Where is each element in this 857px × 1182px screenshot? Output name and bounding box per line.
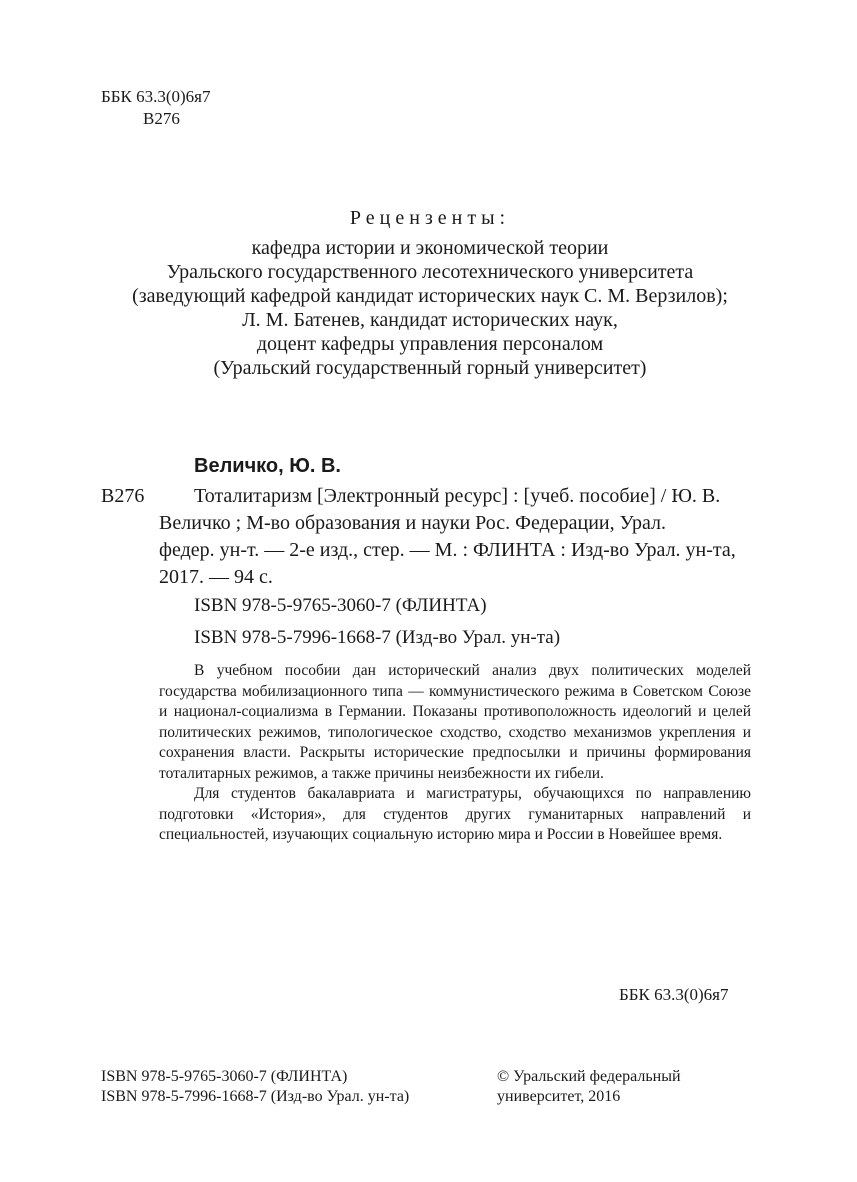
reviewers-heading: Рецензенты:	[349, 207, 511, 229]
footer-isbn-flinta: ISBN 978-5-9765-3060-7 (ФЛИНТА)	[101, 1068, 348, 1085]
bbk-classification-top	[101, 86, 211, 130]
bib-line: Величко ; М-во образования и науки Рос. Федерации, Урал.	[159, 512, 667, 534]
bibliographic-description	[159, 483, 751, 591]
reviewer-line: кафедра истории и экономической теории	[251, 237, 609, 259]
bib-line: Тоталитаризм [Электронный ресурс] : [учеб. пособие] / Ю. В.	[194, 485, 721, 507]
author-name: Величко, Ю. В.	[194, 455, 341, 477]
reviewer-line: Уральского государственного лесотехнического университета	[166, 261, 694, 283]
copyright-line: © Уральский федеральный	[497, 1068, 681, 1085]
copyright-line: университет, 2016	[497, 1088, 621, 1105]
audience-paragraph: Для студентов бакалавриата и магистратуры, обучающихся по направлению подготовки «История», для студентов других гуманитарных направлений и специальностей, изучающих социальную историю мира и России в Новейшее время.	[159, 785, 751, 843]
isbn-ural: ISBN 978-5-7996-1668-7 (Изд-во Урал. ун-та)	[194, 627, 561, 648]
reviewer-line: Л. М. Батенев, кандидат исторических наук,	[242, 309, 618, 331]
bibliographic-code: В276	[101, 485, 145, 507]
reviewer-line: (заведующий кафедрой кандидат исторических наук С. М. Верзилов);	[132, 285, 728, 307]
bbk-code: ББК 63.3(0)6я7	[101, 87, 211, 106]
footer-isbn-ural: ISBN 978-5-7996-1668-7 (Изд-во Урал. ун-та)	[101, 1088, 410, 1105]
abstract	[159, 661, 751, 846]
bib-line: федер. ун-т. — 2-е изд., стер. — М. : ФЛИНТА : Изд-во Урал. ун-та,	[159, 539, 736, 561]
isbn-flinta: ISBN 978-5-9765-3060-7 (ФЛИНТА)	[194, 595, 487, 616]
author-mark: В276	[143, 109, 180, 128]
reviewers-block	[80, 206, 780, 380]
bib-line: 2017. — 94 с.	[159, 566, 273, 588]
reviewer-line: (Уральский государственный горный университет)	[213, 357, 647, 379]
abstract-paragraph: В учебном пособии дан исторический анализ двух политических моделей государства мобилизационного типа — коммунистического режима в Советском Союзе и национал-социализма в Германии. Показаны противоположность идеологий и целей политических режимов, типологическое сходство, сходство механизмов укрепления и сохранения власти. Раскрыты исторические предпосылки и причины формирования тоталитарных режимов, а также причины неизбежности их гибели.	[159, 662, 751, 782]
bbk-classification-bottom: ББК 63.3(0)6я7	[619, 985, 729, 1004]
reviewer-line: доцент кафедры управления персоналом	[256, 333, 604, 355]
copyright-block	[497, 1067, 681, 1107]
footer-isbn-block	[101, 1067, 409, 1107]
